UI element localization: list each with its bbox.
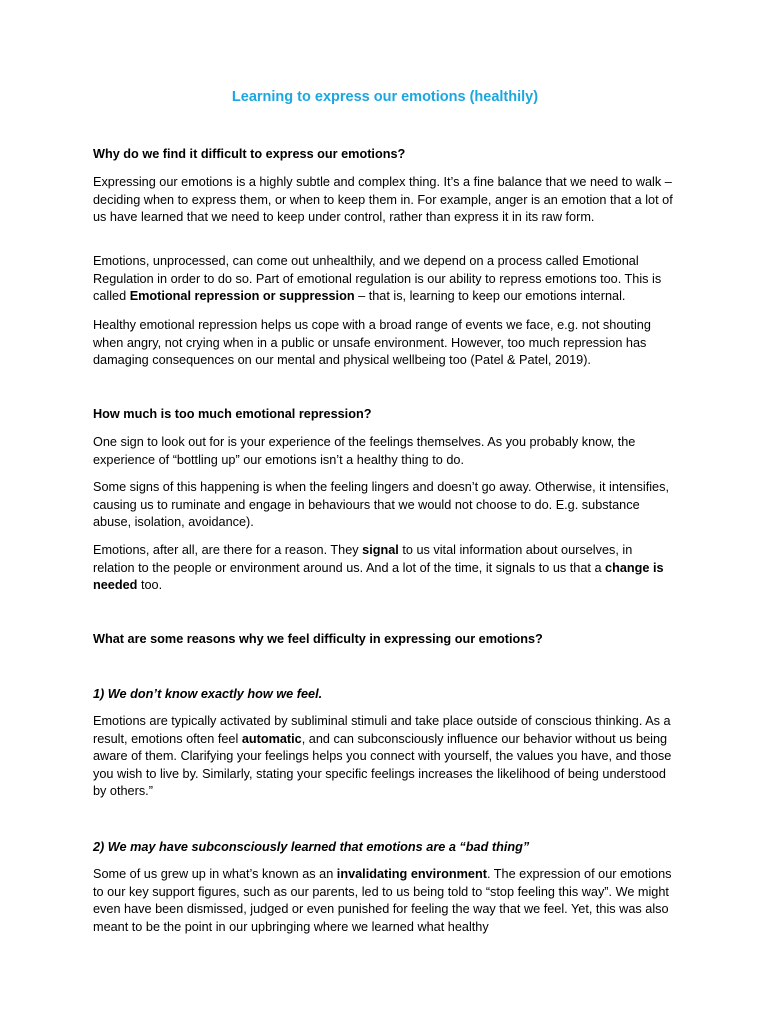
- section-heading-reasons: What are some reasons why we feel difficulty in expressing our emotions?: [93, 632, 543, 646]
- document-title: Learning to express our emotions (healthily): [231, 89, 539, 105]
- bold-term: automatic: [241, 731, 302, 746]
- bold-term: invalidating environment: [336, 867, 487, 881]
- paragraph: Emotions, after all, are there for a reason. They signal to us vital information about ourselves, in relation to the people or environment around us. And a lot of the time, it signals to us that a change is needed too.: [93, 543, 664, 593]
- paragraph: Emotions, unprocessed, can come out unhealthily, and we depend on a process called Emotional Regulation in order to do so. Part of emotional regulation is our ability to repress emotions too. This is called Emotional repression or suppression – that is, learning to keep our emotions internal.: [93, 254, 662, 304]
- bold-term: Emotional repression or suppression: [129, 289, 355, 304]
- reason-heading-2: 2) We may have subconsciously learned that emotions are a “bad thing”: [93, 840, 530, 854]
- section-heading-how-much: How much is too much emotional repression?: [93, 407, 372, 421]
- paragraph: Emotions are typically activated by subliminal stimuli and take place outside of conscious thinking. As a result, emotions often feel automatic, and can subconsciously influence our behavior without us being aware of them. Clarifying your feelings helps you connect with yourself, the values you have, and those you wish to live by. Similarly, stating your specific feelings increases the likelihood of being understood by others.”: [93, 714, 672, 799]
- section-heading-why-difficult: Why do we find it difficult to express our emotions?: [93, 147, 406, 161]
- paragraph: Some signs of this happening is when the feeling lingers and doesn’t go away. Otherwise, it intensifies, causing us to ruminate and engage in behaviours that we would not choose to do. E.g. substance abuse, isolation, avoidance).: [93, 480, 669, 530]
- paragraph: One sign to look out for is your experience of the feelings themselves. As you probably know, the experience of “bottling up” our emotions isn’t a healthy thing to do.: [93, 435, 636, 467]
- paragraph: Expressing our emotions is a highly subtle and complex thing. It’s a fine balance that we need to walk – deciding when to express them, or when to keep them in. For example, anger is an emotion that a lot of us have learned that we need to keep under control, rather than express it in its raw form.: [93, 175, 673, 225]
- reason-heading-1: 1) We don’t know exactly how we feel.: [93, 687, 323, 701]
- paragraph: Some of us grew up in what’s known as an invalidating environment. The expression of our emotions to our key support figures, such as our parents, led to us being told to “stop feeling this way”. We might even have been dismissed, judged or even punished for feeling the way that we feel. Yet, this was also meant to be the point in our upbringing where we learned what healthy: [93, 867, 672, 934]
- paragraph: Healthy emotional repression helps us cope with a broad range of events we face, e.g. not shouting when angry, not crying when in a public or unsafe environment. However, too much repression has damaging consequences on our mental and physical wellbeing too (Patel & Patel, 2019).: [93, 318, 651, 368]
- bold-term: signal: [362, 543, 399, 557]
- bold-term: change is needed: [93, 560, 664, 593]
